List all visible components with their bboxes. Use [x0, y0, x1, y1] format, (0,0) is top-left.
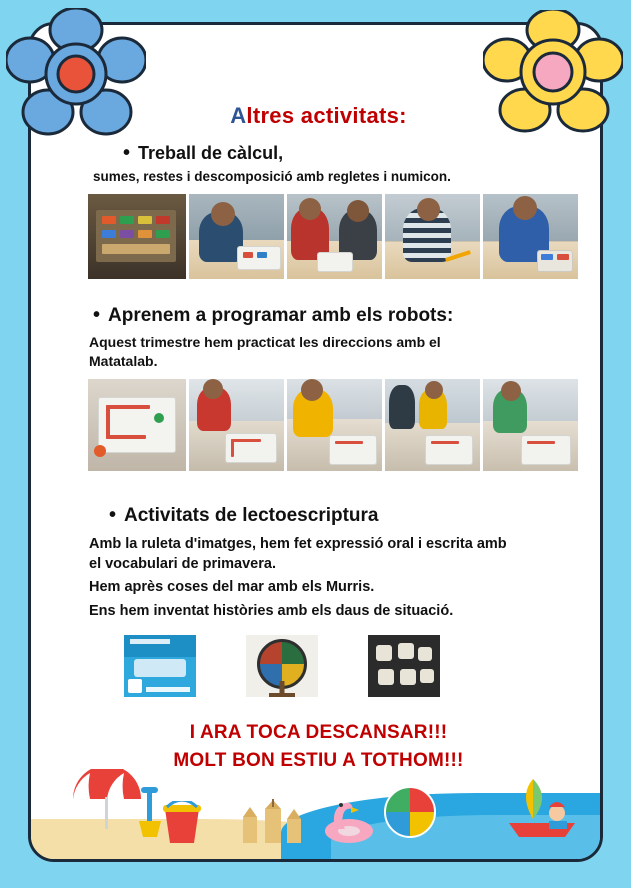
sandcastle-icon: [237, 799, 307, 843]
lecto-line-4: Ens hem inventat històries amb els daus de situació.: [89, 602, 454, 619]
closing-line-2: MOLT BON ESTIU A TOTHOM!!!: [173, 750, 464, 771]
section-robots-photos: [31, 379, 603, 471]
closing-line-1-lead: I: [189, 722, 196, 743]
bucket-icon: [161, 801, 203, 845]
bullet-icon: •: [109, 504, 117, 526]
section-lectoescriptura-heading: [31, 505, 603, 527]
bullet-icon: •: [123, 142, 131, 164]
photo-matatalab-3: [287, 379, 382, 471]
section-lectoescriptura-heading-text: Activitats de lectoescriptura: [124, 505, 379, 526]
boat-with-kid-icon: [499, 775, 589, 841]
flamingo-float-icon: [319, 795, 375, 845]
page-title-rest: ltres activitats:: [246, 103, 407, 128]
lecto-line-2: el vocabulari de primavera.: [89, 555, 276, 572]
section-robots-heading-text: Aprenem a programar amb els robots:: [108, 305, 454, 326]
photo-matatalab-5: [483, 379, 578, 471]
section-calcul-subtext: sumes, restes i descomposició amb regletes i numicon.: [93, 169, 451, 184]
section-robots-heading: [31, 305, 603, 327]
photo-matatalab-2: [189, 379, 284, 471]
section-calcul-heading-text: Treball de càlcul,: [138, 143, 284, 163]
photo-matatalab-1: [88, 379, 186, 471]
closing-line-1: [31, 722, 603, 744]
lecto-line-3: Hem après coses del mar amb els Murris.: [89, 579, 375, 596]
bullet-icon: •: [93, 304, 101, 326]
section-calcul-heading: [31, 143, 603, 164]
photo-regletes-1: [88, 194, 186, 279]
page-title-initial: A: [230, 103, 247, 128]
section-lectoescriptura-photos: [31, 635, 603, 697]
photo-numicon-blau-5: [483, 194, 578, 279]
beach-decoration: [31, 763, 603, 859]
section-calcul-photos: [31, 194, 603, 279]
photo-matatalab-4: [385, 379, 480, 471]
section-lectoescriptura: [31, 505, 603, 697]
photo-descomposicio-3: [287, 194, 382, 279]
umbrella-icon: [69, 769, 145, 831]
flower-blue-icon: [6, 8, 146, 138]
photo-escrivint-4: [385, 194, 480, 279]
section-robots: [31, 305, 603, 471]
section-robots-subtext-line2: Matatalab.: [89, 352, 158, 369]
section-robots-subtext-line1: Aquest trimestre hem practicat les direccions amb el: [89, 334, 441, 350]
poster-card: [28, 22, 603, 862]
photo-ruleta-imatges: [246, 635, 318, 697]
section-calcul: [31, 143, 603, 279]
lecto-line-1: Amb la ruleta d'imatges, hem fet expressió oral i escrita amb: [89, 536, 507, 552]
photo-daus-situacio: [368, 635, 440, 697]
closing-line-1-rest: ARA TOCA DESCANSAR!!!: [195, 722, 448, 743]
photo-llibre-murris: [124, 635, 196, 697]
flower-yellow-pink-icon: [483, 10, 623, 135]
photo-numicon-2: [189, 194, 284, 279]
beach-ball-icon: [383, 785, 437, 839]
